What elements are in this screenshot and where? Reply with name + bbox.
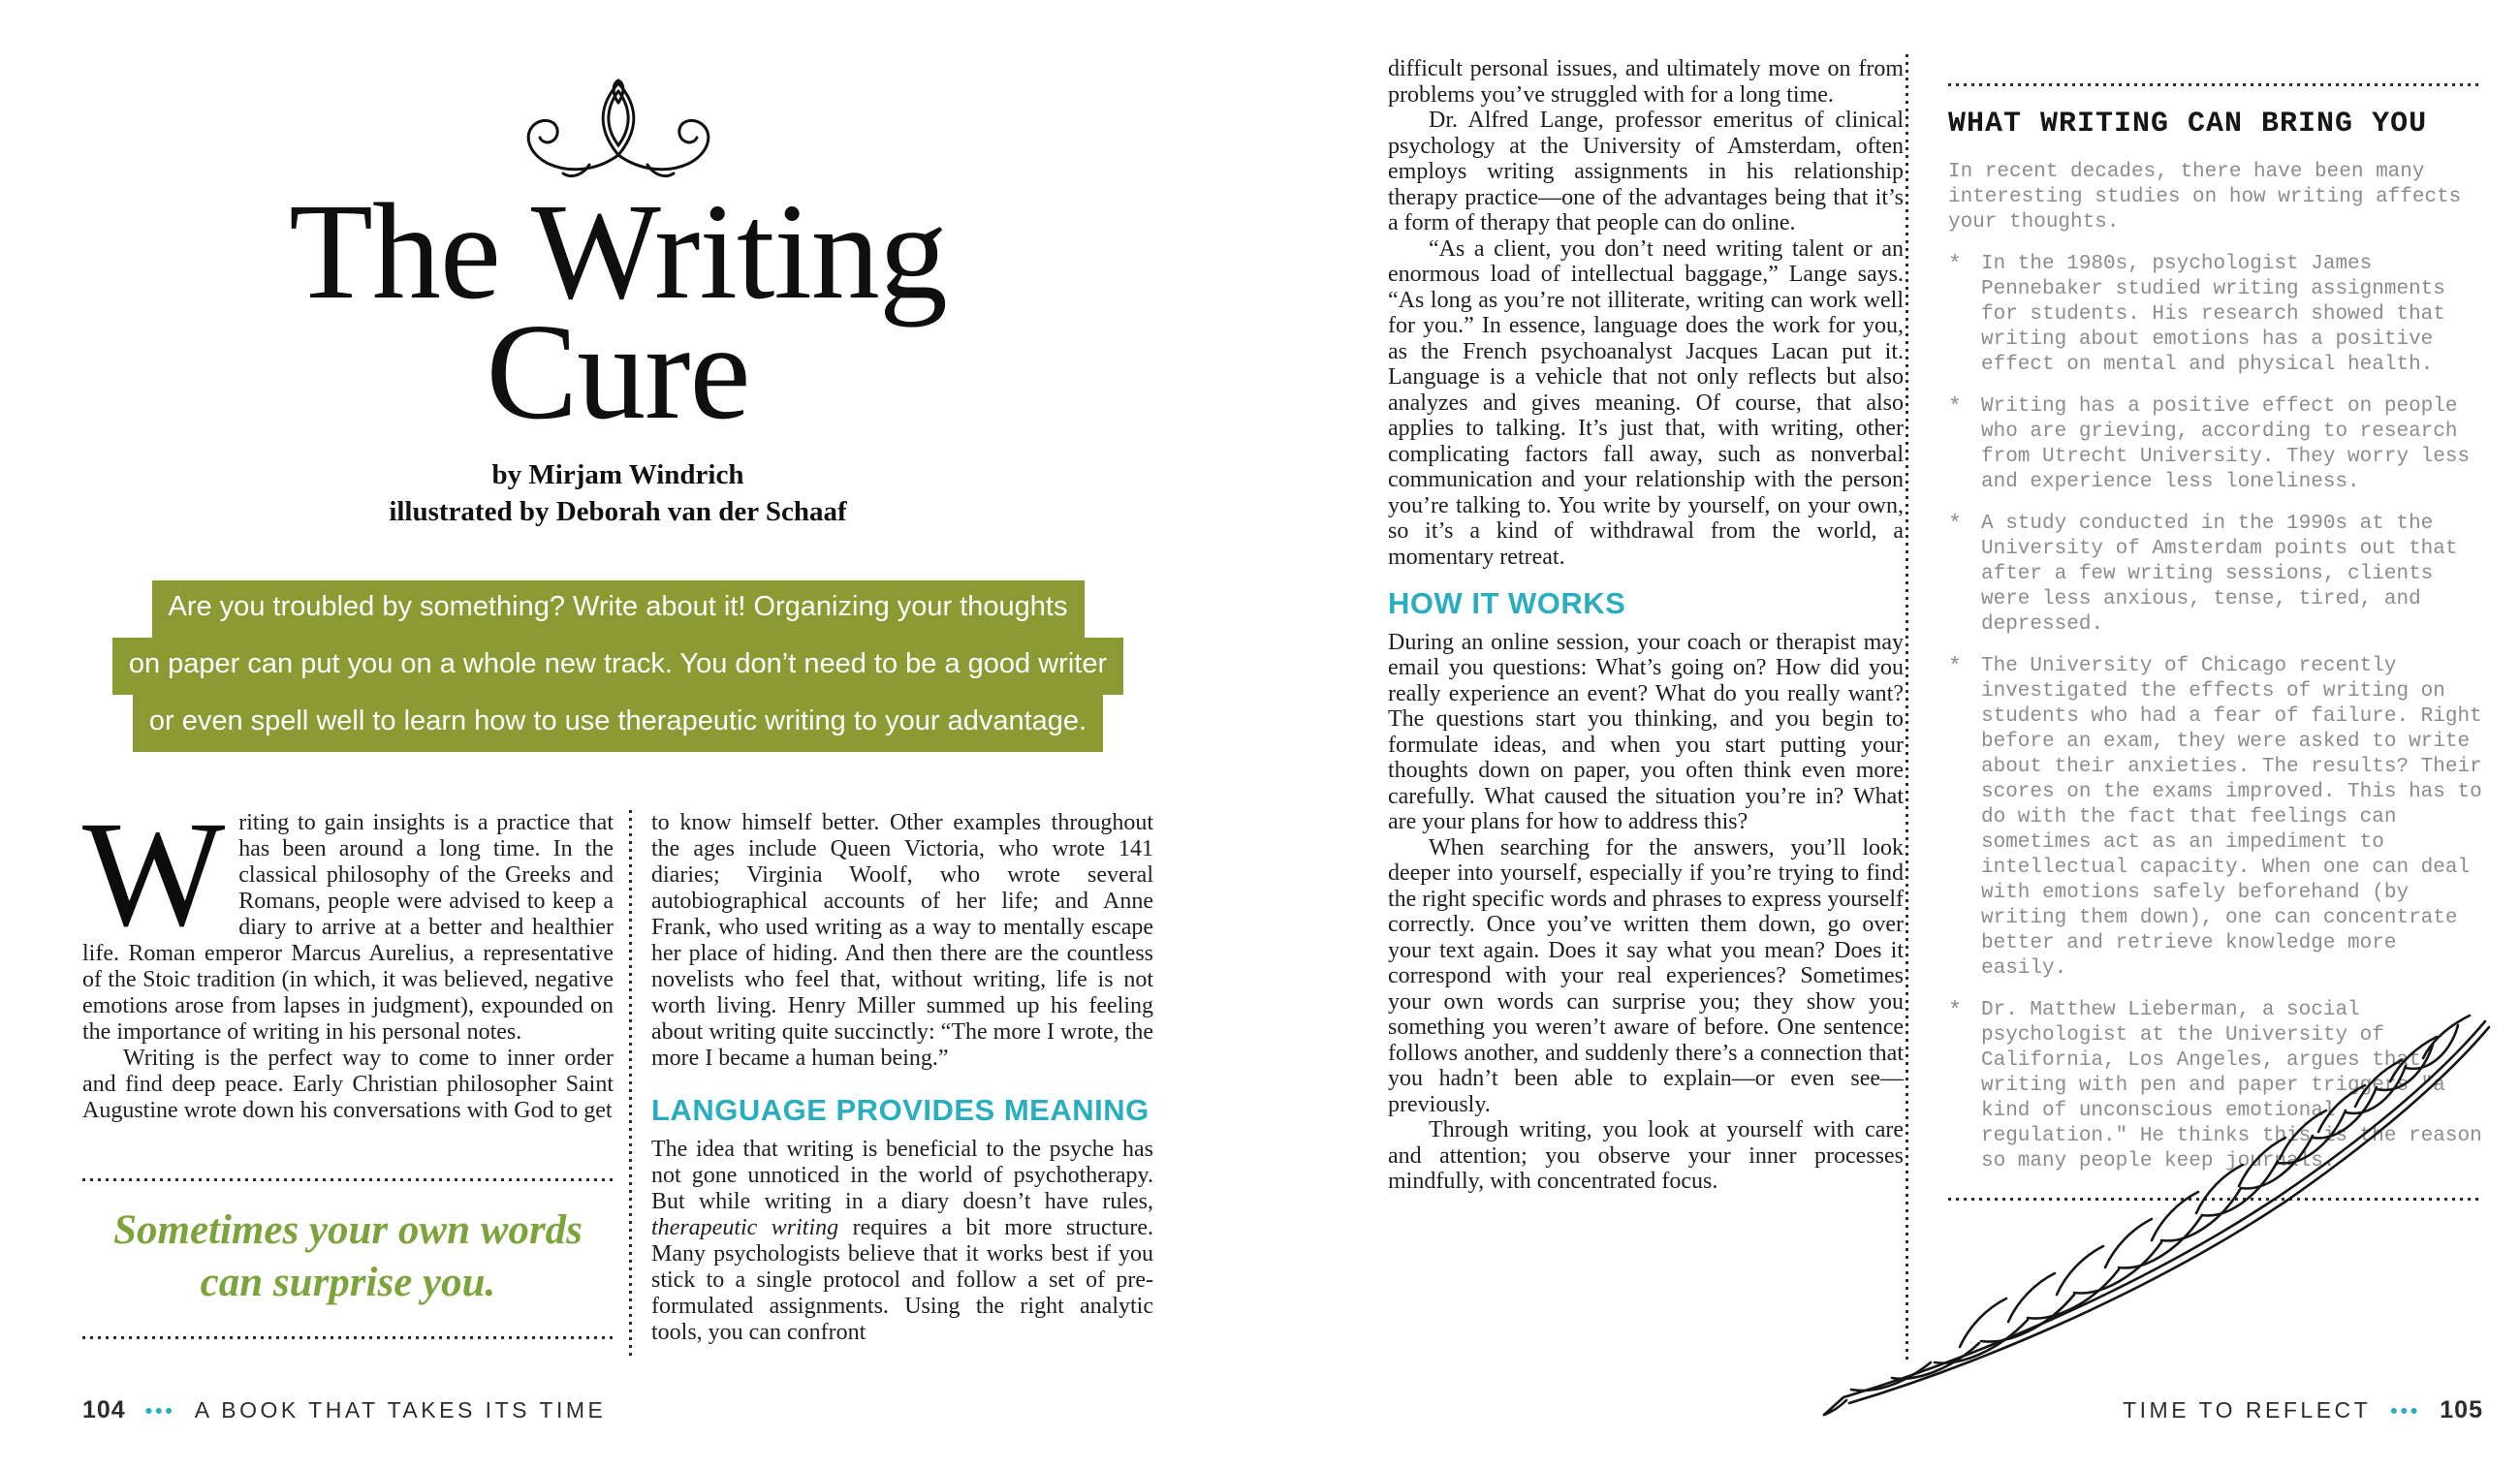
sidebar-bullet (1948, 394, 2483, 495)
body-paragraph: Writing is the perfect way to come to inner order and find deep peace. Early Christian philosopher Saint Augustine wrote down his conversations with God to get (82, 1046, 614, 1123)
left-page-column-1 (82, 790, 614, 1339)
body-paragraph: Through writing, you look at yourself with care and attention; you observe your inner processes mindfully, with concentrated focus. (1388, 1117, 1904, 1194)
intro-highlight-line: Are you troubled by something? Write about it! Organizing your thoughts (152, 580, 1085, 638)
right-page-footer (2123, 1396, 2483, 1424)
paragraph-text: riting to gain insights is a practice that has been around a long time. In the classical philosophy of the Greeks and Romans, people were advised to keep a diary to arrive at a better and healthier life. Roman emperor Marcus Aurelius, a representative of the Stoic tradition (in which, it was believed, negative emotions arose from lapses in judgment), expounded on the importance of writing in his personal notes. (82, 810, 614, 1045)
intro-highlight-line: or even spell well to learn how to use therapeutic writing to your advantage. (133, 695, 1103, 752)
body-paragraph: When searching for the answers, you’ll look deeper into yourself, especially if you’re trying to find the right specific words and phrases to express yourself correctly. Once you’ve written them down, go over your text again. Does it say what you mean? Does it correspond with your real experiences? Sometimes your own words can surprise you; they show you something you weren’t aware of before. One sentence follows another, and suddenly there’s a connection that you hadn’t been able to explain—or even see—previously. (1388, 834, 1904, 1117)
page-number: 105 (2440, 1396, 2483, 1423)
sidebar-bullet (1948, 654, 2483, 982)
sidebar-bullet (1948, 512, 2483, 638)
pull-quote: Sometimes your own words can surprise you. (113, 1207, 583, 1305)
sidebar-bullet-text: Dr. Matthew Lieberman, a social psychologist at the University of California, Los Angeles, argues that writing with pen and paper triggers "a kind of unconscious emotional regulation." He thinks this is the reason so many people keep journals. (1981, 999, 2482, 1173)
byline-author: by Mirjam Windrich (491, 459, 744, 490)
sidebar-bullet-text: Writing has a positive effect on people who are grieving, according to research from Utrecht University. They worry less and experience less loneliness. (1981, 395, 2471, 493)
dotted-rule (82, 1336, 614, 1339)
section-heading-how-it-works: HOW IT WORKS (1388, 586, 1626, 620)
sidebar-bullet-text: The University of Chicago recently investigated the effects of writing on students who had a fear of failure. Right before an exam, they were asked to write about their anxieties. The results? Their scores on the exams improved. This has to do with the fact that feelings can sometimes act as an impediment to intellectual capacity. When one can deal with emotions safely beforehand (by writing them down), one can concentrate better and retrieve knowledge more easily. (1981, 655, 2482, 980)
footer-dots-icon: ••• (144, 1400, 175, 1423)
sidebar-bullet-text: In the 1980s, psychologist James Pennebaker studied writing assignments for students. His research showed that writing about emotions has a positive effect on mental and physical health. (1981, 253, 2445, 376)
body-paragraph: During an online session, your coach or therapist may email you questions: What’s going on? How did you really experience an event? What do you really want? The questions start you thinking, and you begin to formulate ideas, and when you start putting your thoughts down on paper, you often think even more carefully. What caused the situation you’re in? What are your plans for how to address this? (1388, 629, 1904, 834)
byline (82, 456, 1153, 530)
left-page-footer (82, 1396, 606, 1424)
article-title-line2: Cure (486, 295, 750, 448)
section-heading-language: LANGUAGE PROVIDES MEANING (651, 1093, 1150, 1127)
asterisk-bullet-icon: * (1948, 394, 1962, 420)
italic-phrase: therapeutic writing (651, 1215, 839, 1240)
sidebar-intro: In recent decades, there have been many interesting studies on how writing affects your thoughts. (1948, 161, 2462, 234)
sidebar-bullet (1948, 252, 2483, 378)
sidebar-heading: WHAT WRITING CAN BRING YOU (1948, 108, 2428, 141)
drop-cap: W (82, 790, 226, 957)
dotted-rule (1948, 83, 2483, 86)
body-paragraph: “As a client, you don’t need writing talent or an enormous load of intellectual baggage,” Lange says. “As long as you’re not illiterate, writing can work well for you.” In essence, language does the work for you, as the French psychoanalyst Jacques Lacan put it. Language is a vehicle that not only reflects but also analyzes and gives meaning. Of course, that also applies to talking. It’s just that, with writing, other complicating factors fall away, such as nonverbal communication and your relationship with the person you’re talking to. You write by yourself, on your own, so it’s a kind of withdrawal from the world, a momentary retreat. (1388, 235, 1904, 570)
article-title-line1: The Writing (289, 174, 947, 328)
calligraphic-flourish-icon (473, 78, 764, 186)
footer-dots-icon: ••• (2390, 1400, 2421, 1423)
intro-highlight-line: on paper can put you on a whole new track. You don’t need to be a good writer (112, 638, 1123, 695)
quill-feather-icon (1814, 1006, 2499, 1417)
left-page-column-2 (651, 810, 1153, 1346)
body-paragraph (82, 790, 614, 1046)
intro-highlight-band (82, 580, 1153, 752)
pull-quote-block (82, 1178, 614, 1339)
paragraph-text: The idea that writing is beneficial to the psyche has not gone unnoticed in the world of psychotherapy. But while writing in a diary doesn’t have rules, (651, 1137, 1153, 1214)
page-number: 104 (82, 1396, 126, 1423)
column-divider-dotted (629, 810, 632, 1359)
article-header (82, 78, 1153, 752)
running-footer-title: TIME TO REFLECT (2123, 1397, 2372, 1423)
body-paragraph: Dr. Alfred Lange, professor emeritus of clinical psychology at the University of Amsterdam, often employs writing assignments in his relationship therapy practice—one of the advantages being that it’s a form of therapy that people can do online. (1388, 108, 1904, 235)
body-paragraph: difficult personal issues, and ultimately move on from problems you’ve struggled with for a long time. (1388, 56, 1904, 108)
asterisk-bullet-icon: * (1948, 512, 1962, 537)
byline-illustrator: illustrated by Deborah van der Schaaf (389, 496, 847, 527)
asterisk-bullet-icon: * (1948, 998, 1962, 1023)
body-paragraph: to know himself better. Other examples throughout the ages include Queen Victoria, who wrote 141 diaries; Virginia Woolf, who wrote several autobiographical accounts of her life; and Anne Frank, who used writing as a way to mentally escape her place of hiding. And then there are the countless novelists who feel that, without writing, life is not worth living. Henry Miller summed up his feeling about writing quite succinctly: “The more I wrote, the more I became a human being.” (651, 810, 1153, 1071)
body-paragraph (651, 1137, 1153, 1346)
running-footer-title: A BOOK THAT TAKES ITS TIME (194, 1397, 607, 1423)
paragraph-text: requires a bit more structure. Many psychologists believe that it works best if you stick to a single protocol and follow a set of pre-formulated assignments. Using the right analytic tools, you can confront (651, 1215, 1154, 1345)
sidebar-bullet-text: A study conducted in the 1990s at the University of Amsterdam points out that after a few writing sessions, clients were less anxious, tense, tired, and depressed. (1981, 513, 2458, 636)
asterisk-bullet-icon: * (1948, 252, 1962, 277)
asterisk-bullet-icon: * (1948, 654, 1962, 679)
